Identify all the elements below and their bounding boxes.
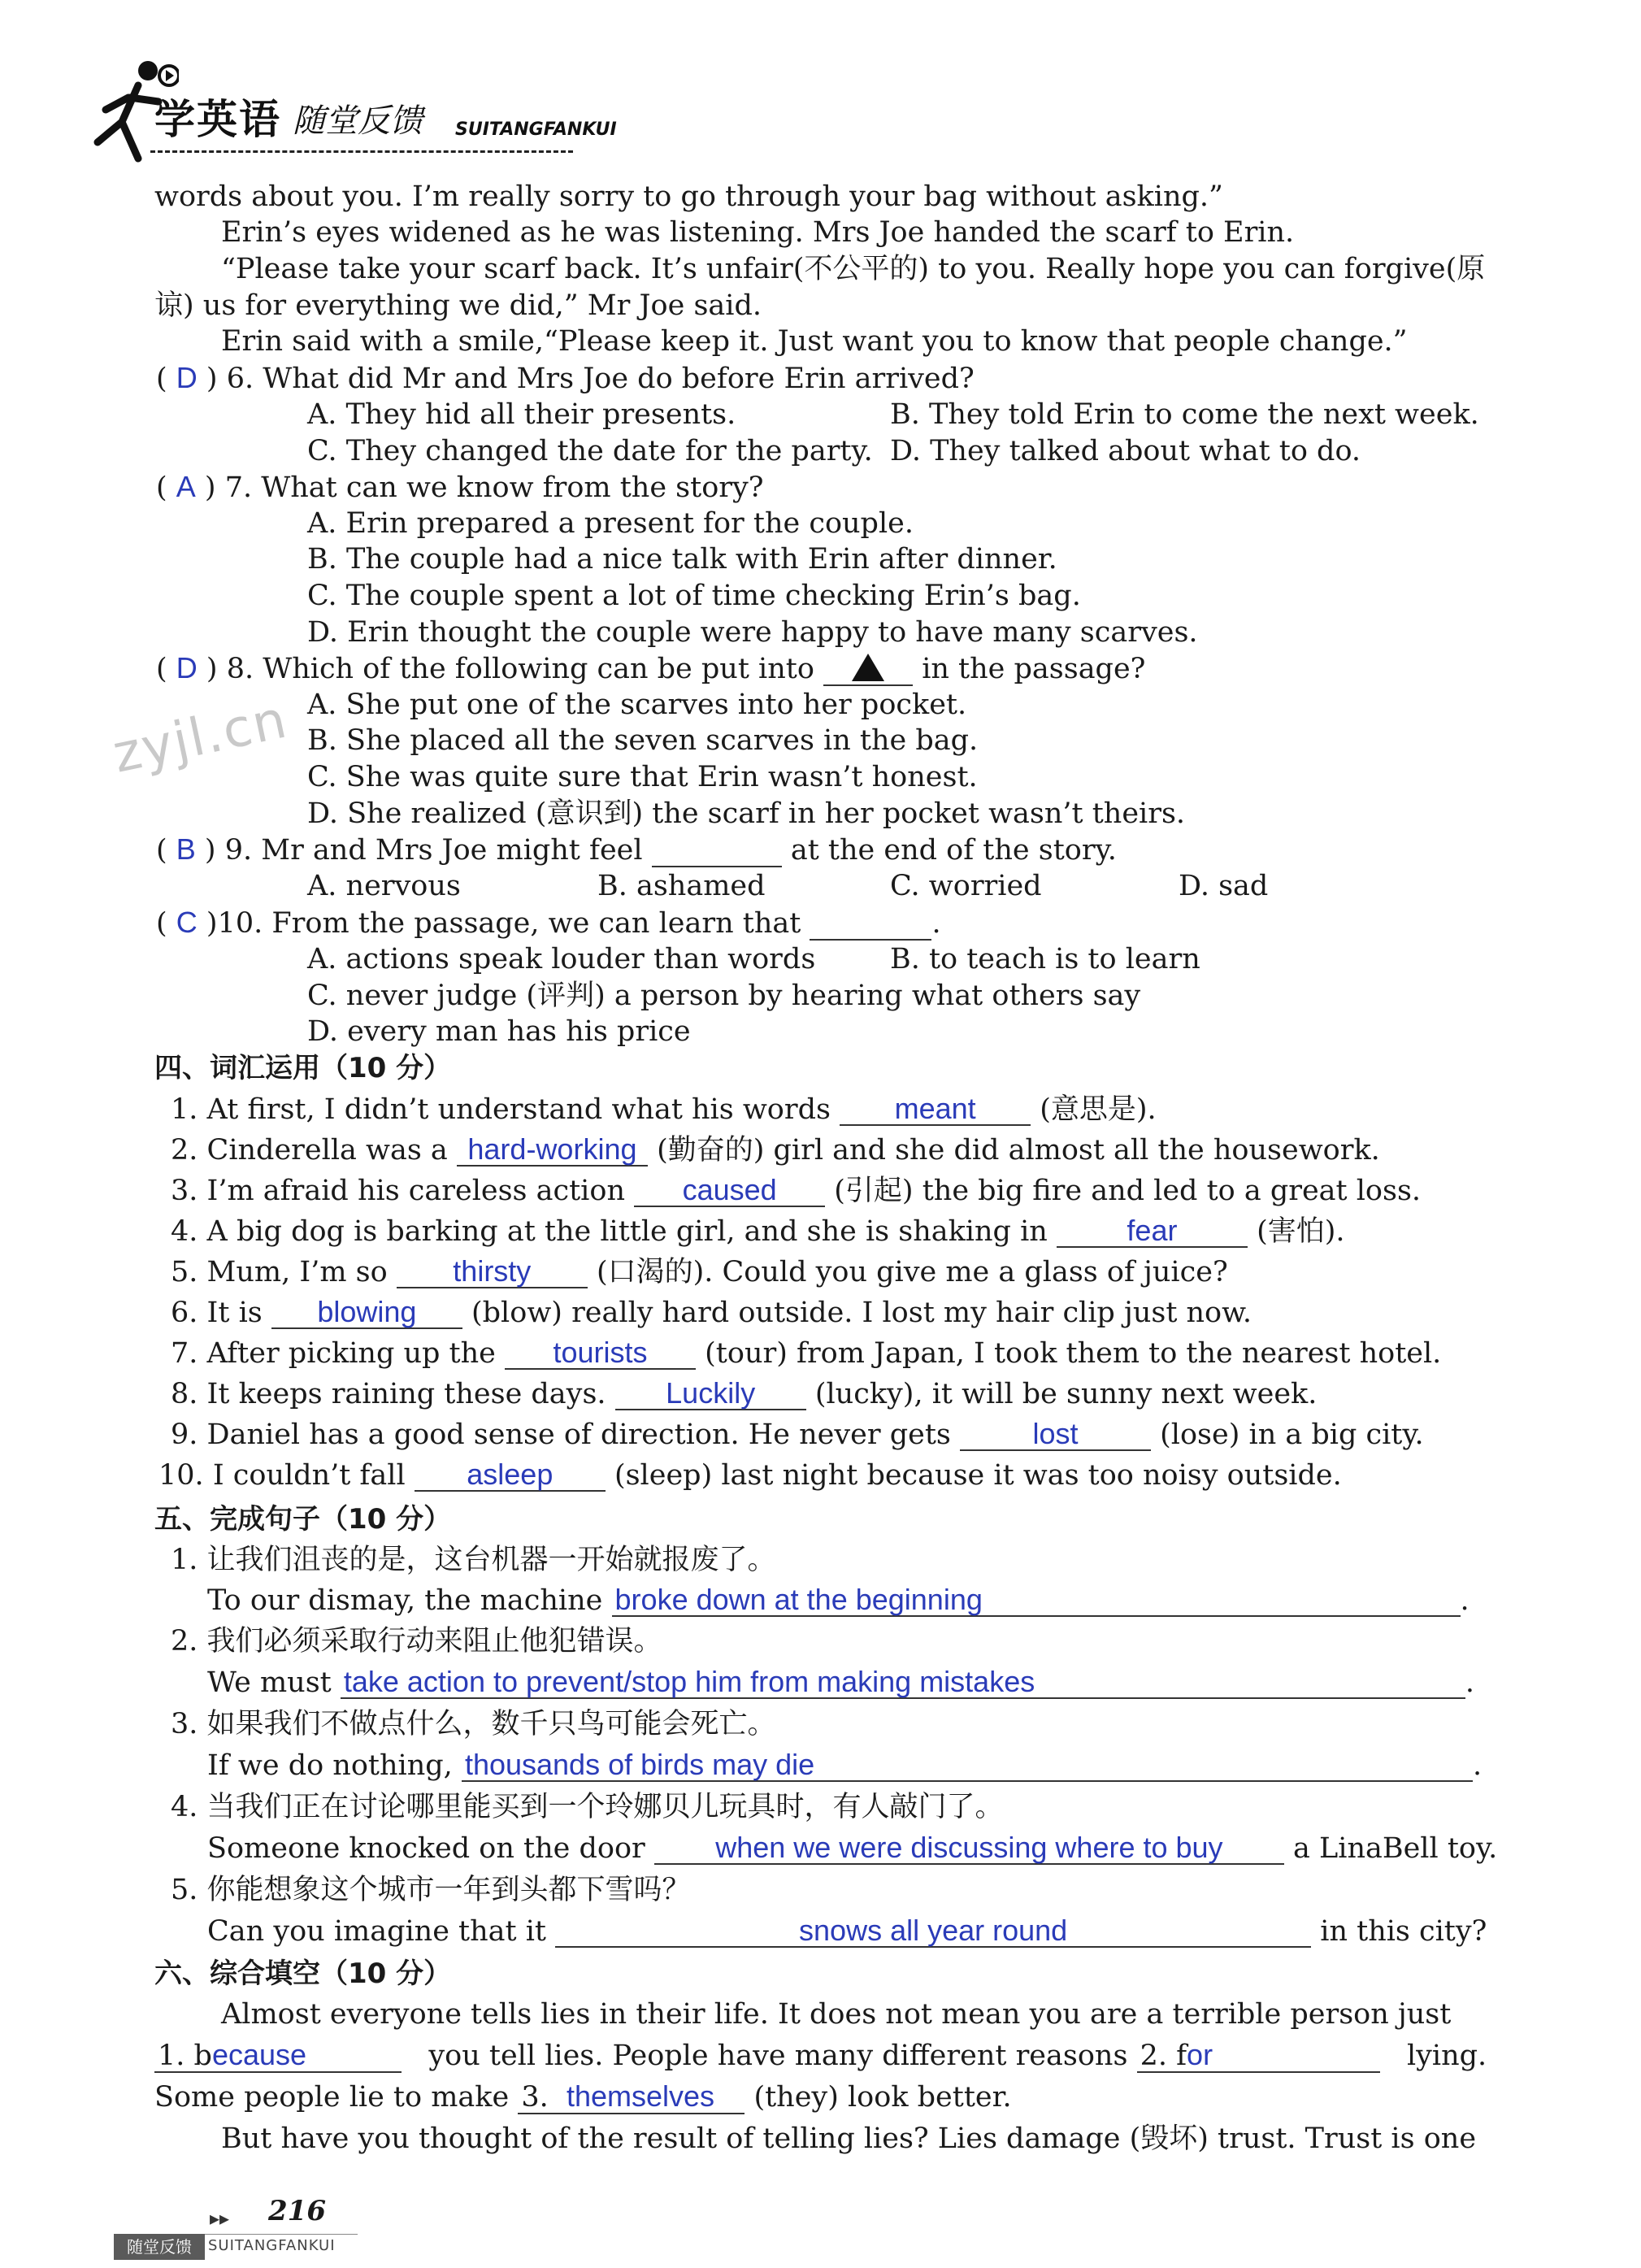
- footer-arrows-icon: ▸▸: [210, 2207, 230, 2230]
- item-text: At first, I didn’t understand what his words: [206, 1093, 831, 1126]
- item-chinese: 如果我们不做点什么，数千只鸟可能会死亡。: [206, 1708, 776, 1740]
- option: D. Erin thought the couple were happy to have many scarves.: [307, 616, 1198, 649]
- option: D. sad: [1179, 870, 1269, 902]
- item-text: We must: [207, 1666, 332, 1699]
- answer-7[interactable]: A: [176, 470, 196, 503]
- answer-blank[interactable]: [810, 908, 931, 941]
- answer-10[interactable]: C: [176, 906, 198, 939]
- item-text: It is: [206, 1297, 263, 1329]
- question-10: ( C )10. From the passage, we can learn that .: [156, 906, 941, 940]
- question-number: 7.: [224, 471, 253, 504]
- question-stem: From the passage, we can learn that: [271, 907, 801, 940]
- section-4-title: 四、词汇运用（10 分）: [154, 1052, 452, 1084]
- item-hint: (lose) in a big city.: [1160, 1419, 1424, 1451]
- sentence-en-3: [207, 1749, 1482, 1783]
- sentence-en-1: [207, 1584, 1470, 1618]
- sentence-cn-2: [171, 1624, 662, 1658]
- passage-line: 谅) us for everything we did,” Mr Joe said.: [154, 289, 762, 322]
- item-number: 1.: [171, 1544, 198, 1576]
- cloze-line-4: But have you thought of the result of telling lies? Lies damage (毁坏) trust. Trust is one: [221, 2122, 1477, 2155]
- passage-line: words about you. I’m really sorry to go through your bag without asking.”: [154, 180, 1223, 213]
- vocab-answer-7[interactable]: tourists: [505, 1337, 696, 1370]
- option: D. They talked about what to do.: [890, 435, 1361, 467]
- question-7: ( A ) 7. What can we know from the story?: [156, 470, 764, 504]
- vocab-answer-5[interactable]: thirsty: [397, 1256, 588, 1288]
- item-number: 6.: [171, 1297, 198, 1329]
- passage-line: “Please take your scarf back. It’s unfair(不公平的) to you. Really hope you can forgive(原: [221, 253, 1486, 285]
- vocab-answer-3[interactable]: caused: [634, 1175, 825, 1207]
- header-title-cn2: 随堂反馈: [293, 102, 423, 140]
- vocab-item-4: [171, 1214, 1345, 1249]
- item-number: 8.: [171, 1378, 198, 1410]
- question-number: 6.: [226, 363, 254, 395]
- item-end: .: [1465, 1666, 1474, 1699]
- vocab-item-8: [171, 1377, 1317, 1411]
- vocab-answer-10[interactable]: asleep: [415, 1459, 606, 1492]
- option: B. ashamed: [597, 870, 766, 902]
- vocab-item-7: [171, 1336, 1441, 1371]
- sentence-answer-3[interactable]: thousands of birds may die: [462, 1749, 1473, 1782]
- option: A. She put one of the scarves into her pocket.: [307, 689, 967, 721]
- question-8: ( D ) 8. Which of the following can be put into in the passage?: [156, 651, 1146, 685]
- item-hint: (害怕).: [1257, 1215, 1345, 1248]
- cloze-text: lying.: [1406, 2040, 1487, 2072]
- sentence-en-5: [207, 1914, 1487, 1949]
- option: C. She was quite sure that Erin wasn’t honest.: [307, 761, 978, 793]
- cloze-answer-3: themselves: [566, 2079, 715, 2113]
- question-6: ( D ) 6. What did Mr and Mrs Joe do before Erin arrived?: [156, 361, 975, 395]
- item-hint: (勤奋的) girl and she did almost all the housework.: [657, 1134, 1380, 1167]
- item-text: Can you imagine that it: [207, 1915, 546, 1948]
- vocab-answer-9[interactable]: lost: [960, 1419, 1151, 1451]
- answer-6[interactable]: D: [176, 361, 198, 394]
- item-text: I’m afraid his careless action: [206, 1175, 625, 1207]
- item-text: It keeps raining these days.: [206, 1378, 606, 1410]
- item-hint: (lucky), it will be sunny next week.: [814, 1378, 1318, 1410]
- item-text: A big dog is barking at the little girl, and she is shaking in: [206, 1215, 1048, 1248]
- option: C. The couple spent a lot of time checking Erin’s bag.: [307, 580, 1081, 612]
- section-6-title: 六、综合填空（10 分）: [154, 1957, 452, 1990]
- question-stem-end: at the end of the story.: [790, 834, 1117, 867]
- item-end: in this city?: [1320, 1915, 1487, 1948]
- header-title-en: SUITANGFANKUI: [455, 119, 617, 140]
- item-chinese: 你能想象这个城市一年到头都下雪吗？: [206, 1874, 691, 1906]
- passage-line: Erin said with a smile,“Please keep it. Just want you to know that people change.”: [221, 325, 1408, 358]
- item-hint: (blow) really hard outside. I lost my hair clip just now.: [471, 1297, 1252, 1329]
- question-9: ( B ) 9. Mr and Mrs Joe might feel at the end of the story.: [156, 832, 1117, 867]
- option: B. The couple had a nice talk with Erin after dinner.: [307, 543, 1057, 576]
- vocab-item-9: [171, 1418, 1424, 1452]
- item-end: .: [1460, 1584, 1470, 1617]
- option: C. never judge (评判) a person by hearing what others say: [307, 980, 1141, 1012]
- section-5-title: 五、完成句子（10 分）: [154, 1503, 452, 1536]
- footer-en: SUITANGFANKUI: [208, 2237, 336, 2254]
- option: A. actions speak louder than words: [307, 943, 816, 975]
- vocab-answer-8[interactable]: Luckily: [615, 1378, 806, 1410]
- cloze-text: Some people lie to make: [154, 2081, 510, 2114]
- question-stem-end: .: [931, 907, 941, 940]
- vocab-item-6: [171, 1296, 1252, 1330]
- item-text: To our dismay, the machine: [207, 1584, 603, 1617]
- answer-9[interactable]: B: [176, 832, 196, 866]
- vocab-item-5: [171, 1255, 1228, 1289]
- vocab-answer-6[interactable]: blowing: [271, 1297, 462, 1329]
- question-stem-end: in the passage?: [922, 653, 1146, 685]
- cloze-answer-2: or: [1187, 2038, 1213, 2071]
- cloze-line-2: [154, 2039, 1487, 2073]
- item-hint: (tour) from Japan, I took them to the nearest hotel.: [705, 1337, 1442, 1370]
- item-hint: (口渴的). Could you give me a glass of juice?: [596, 1256, 1228, 1288]
- vocab-item-10: [158, 1458, 1342, 1492]
- sentence-answer-4[interactable]: when we were discussing where to buy: [654, 1832, 1284, 1865]
- option: B. She placed all the seven scarves in the bag.: [307, 724, 979, 757]
- cloze-answer-1: ecause: [211, 2038, 307, 2071]
- item-text: Cinderella was a: [206, 1134, 448, 1167]
- item-chinese: 让我们沮丧的是，这台机器一开始就报废了。: [206, 1544, 776, 1576]
- watermark: zyjl.cn: [107, 689, 293, 785]
- option: D. She realized (意识到) the scarf in her pocket wasn’t theirs.: [307, 797, 1186, 830]
- item-text: Daniel has a good sense of direction. He never gets: [206, 1419, 951, 1451]
- blank-number: 1. b: [158, 2040, 212, 2072]
- sentence-answer-1[interactable]: broke down at the beginning: [612, 1584, 1461, 1617]
- answer-8[interactable]: D: [176, 651, 198, 684]
- option: B. to teach is to learn: [890, 943, 1200, 975]
- blank-number: 3.: [521, 2081, 549, 2114]
- item-number: 4.: [171, 1791, 198, 1823]
- item-chinese: 我们必须采取行动来阻止他犯错误。: [206, 1625, 662, 1658]
- item-text: After picking up the: [206, 1337, 496, 1370]
- option: A. nervous: [307, 870, 461, 902]
- cloze-line-1: Almost everyone tells lies in their life. It does not mean you are a terrible person just: [221, 1998, 1452, 2031]
- item-chinese: 当我们正在讨论哪里能买到一个玲娜贝儿玩具时，有人敲门了。: [206, 1791, 1004, 1823]
- vocab-answer-1[interactable]: meant: [840, 1093, 1031, 1126]
- item-number: 3.: [171, 1175, 198, 1207]
- cloze-blank-3[interactable]: [518, 2081, 745, 2114]
- question-stem: What did Mr and Mrs Joe do before Erin arrived?: [263, 363, 975, 395]
- question-stem: Which of the following can be put into: [263, 653, 814, 685]
- sentence-answer-5[interactable]: snows all year round: [555, 1915, 1311, 1948]
- item-text: Someone knocked on the door: [207, 1832, 645, 1865]
- item-end: a LinaBell toy.: [1293, 1832, 1498, 1865]
- item-number: 10.: [158, 1459, 204, 1492]
- item-text: If we do nothing,: [207, 1749, 453, 1782]
- item-end: .: [1472, 1749, 1483, 1782]
- passage-line: Erin’s eyes widened as he was listening. Mrs Joe handed the scarf to Erin.: [221, 216, 1295, 249]
- item-number: 9.: [171, 1419, 198, 1451]
- vocab-item-1: [171, 1093, 1157, 1127]
- blank-number: 2. f: [1140, 2040, 1187, 2072]
- sentence-answer-2[interactable]: take action to prevent/stop him from making mistakes: [341, 1666, 1465, 1699]
- item-number: 3.: [171, 1708, 198, 1740]
- cloze-text: you tell lies. People have many different reasons: [428, 2040, 1128, 2072]
- item-hint: (意思是).: [1040, 1093, 1157, 1126]
- item-number: 1.: [171, 1093, 198, 1126]
- header-divider: [150, 150, 573, 153]
- vocab-item-2: [171, 1133, 1380, 1167]
- item-number: 2.: [171, 1134, 198, 1167]
- item-number: 2.: [171, 1625, 198, 1658]
- answer-blank[interactable]: [652, 835, 782, 867]
- vocab-item-3: [171, 1174, 1421, 1208]
- question-stem: What can we know from the story?: [261, 471, 764, 504]
- option: A. They hid all their presents.: [307, 398, 736, 431]
- item-number: 5.: [171, 1256, 198, 1288]
- option: D. every man has his price: [307, 1015, 691, 1048]
- item-text: Mum, I’m so: [206, 1256, 388, 1288]
- sentence-en-2: [207, 1666, 1474, 1700]
- triangle-blank: [823, 654, 913, 686]
- page-number: 216: [268, 2195, 326, 2227]
- triangle-icon: [852, 654, 884, 681]
- cloze-blank-2[interactable]: [1137, 2040, 1380, 2073]
- page-header: [73, 45, 658, 167]
- item-number: 7.: [171, 1337, 198, 1370]
- sentence-cn-1: [171, 1543, 776, 1577]
- option: B. They told Erin to come the next week.: [890, 398, 1479, 431]
- question-number: 10.: [217, 907, 263, 940]
- question-stem: Mr and Mrs Joe might feel: [261, 834, 643, 867]
- cloze-blank-1[interactable]: [154, 2040, 402, 2073]
- item-number: 4.: [171, 1215, 198, 1248]
- sentence-cn-4: [171, 1790, 1004, 1824]
- question-number: 9.: [224, 834, 253, 867]
- cloze-text: (they) look better.: [753, 2081, 1012, 2114]
- item-hint: (sleep) last night because it was too noisy outside.: [614, 1459, 1342, 1492]
- cloze-line-3: [154, 2080, 1012, 2114]
- option: C. They changed the date for the party.: [307, 435, 873, 467]
- vocab-answer-2[interactable]: hard-working: [457, 1134, 648, 1167]
- sentence-cn-5: [171, 1873, 691, 1907]
- option: C. worried: [890, 870, 1042, 902]
- vocab-answer-4[interactable]: fear: [1057, 1215, 1248, 1248]
- item-text: I couldn’t fall: [212, 1459, 406, 1492]
- question-number: 8.: [226, 653, 254, 685]
- option: A. Erin prepared a present for the couple.: [307, 507, 914, 540]
- sentence-en-4: [207, 1831, 1497, 1866]
- item-hint: (引起) the big fire and led to a great loss.: [834, 1175, 1422, 1207]
- item-number: 5.: [171, 1874, 198, 1906]
- header-title-cn: 学英语: [154, 96, 281, 143]
- footer-badge: 随堂反馈: [114, 2234, 205, 2260]
- sentence-cn-3: [171, 1707, 776, 1741]
